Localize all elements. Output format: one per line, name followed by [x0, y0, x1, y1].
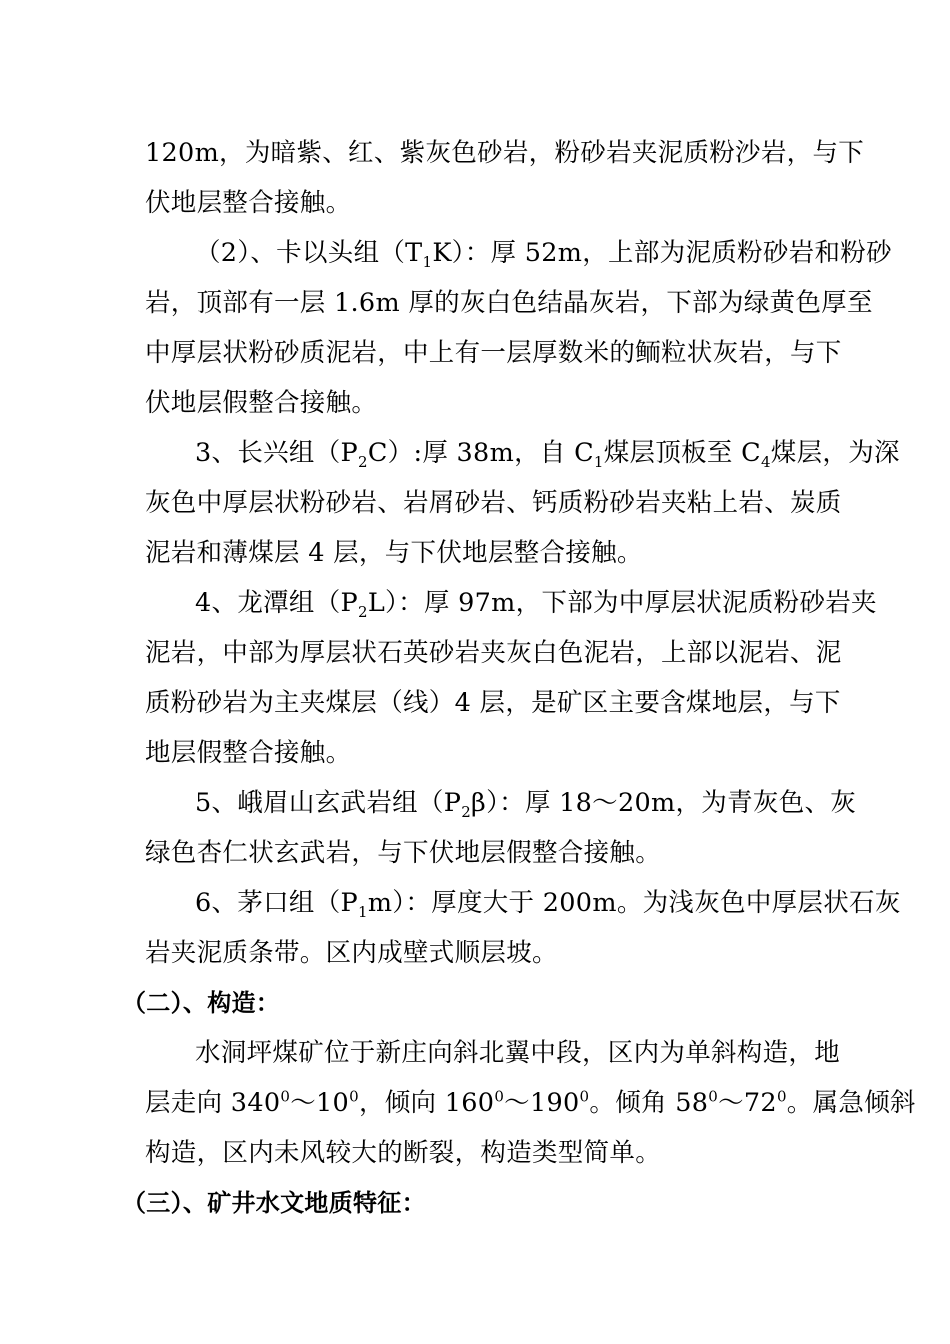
text-line: 地层假整合接触。 — [145, 738, 352, 768]
text-line: 120m，为暗紫、红、紫灰色砂岩，粉砂岩夹泥质粉沙岩，与下 — [145, 138, 865, 168]
text-line: 伏地层假整合接触。 — [145, 388, 378, 418]
text-line: 中厚层状粉砂质泥岩，中上有一层厚数米的鲕粒状灰岩，与下 — [145, 338, 842, 368]
text-line: 质粉砂岩为主夹煤层（线）4 层，是矿区主要含煤地层，与下 — [145, 688, 841, 718]
text-line: 伏地层整合接触。 — [145, 188, 352, 218]
text-line: 岩夹泥质条带。区内成壁式顺层坡。 — [145, 938, 558, 968]
text-line: 构造，区内未风较大的断裂，构造类型简单。 — [145, 1138, 662, 1168]
text-line: 灰色中厚层状粉砂岩、岩屑砂岩、钙质粉砂岩夹粘上岩、炭质 — [145, 488, 842, 518]
text-line: 4、龙潭组$(P_2L)$：厚 97m，下部为中厚层状泥质粉砂岩夹 — [195, 588, 877, 622]
section-heading: （二）、构造： — [122, 989, 281, 1017]
text-line: （2）、卡以头组$(T_1K)$：厚 52m，上部为泥质粉砂岩和粉砂 — [195, 238, 892, 272]
text-line: 6、茅口组$(P_1m)$：厚度大于 200m。为浅灰色中厚层状石灰 — [195, 888, 901, 922]
text-line: 泥岩和薄煤层 4 层，与下伏地层整合接触。 — [145, 538, 643, 568]
text-line: 绿色杏仁状玄武岩，与下伏地层假整合接触。 — [145, 838, 662, 868]
text-line: 3、长兴组$(P_2C)$:厚 38m，自 $C_1$煤层顶板至 $C_4$煤层，为深 — [195, 438, 900, 472]
text-line: 泥岩，中部为厚层状石英砂岩夹灰白色泥岩，上部以泥岩、泥 — [145, 638, 842, 668]
text-line: 5、峨眉山玄武岩组$(P_2\beta)$：厚 18～20m，为青灰色、灰 — [195, 788, 857, 822]
section-heading: （三）、矿井水文地质特征： — [122, 1189, 426, 1217]
text-line: 岩，顶部有一层 1.6m 厚的灰白色结晶灰岩，下部为绿黄色厚至 — [145, 288, 873, 318]
text-line: 层走向 $340^0\sim 10^0$，倾向 $160^0\sim 190^0$。倾角 $58^0\sim 72^0$。属急倾斜 — [145, 1087, 916, 1118]
text-line: 水洞坪煤矿位于新庄向斜北翼中段，区内为单斜构造，地 — [195, 1038, 841, 1068]
